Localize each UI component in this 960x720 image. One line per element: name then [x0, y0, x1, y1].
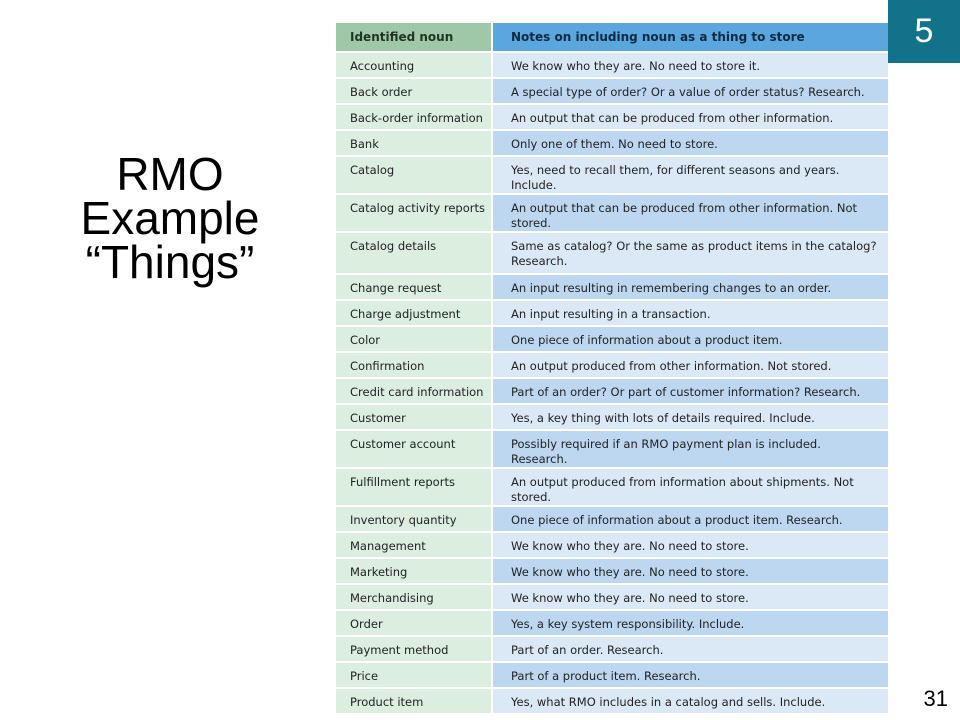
- chapter-badge: 5: [888, 0, 960, 63]
- notes-cell: [492, 378, 888, 404]
- notes-cell: [492, 468, 888, 506]
- notes-cell-text: We know who they are. No need to store.: [511, 591, 749, 605]
- identified-nouns-table: [336, 23, 888, 715]
- notes-cell-text: Yes, a key system responsibility. Include.: [511, 617, 745, 631]
- table-row: [336, 194, 888, 232]
- noun-cell: [336, 468, 492, 506]
- noun-cell-text: Catalog details: [350, 239, 437, 253]
- page-number: 31: [923, 686, 948, 711]
- table-row: [336, 688, 888, 714]
- header-identified-noun: Identified noun: [336, 23, 492, 52]
- table-row: [336, 156, 888, 194]
- table-row: [336, 352, 888, 378]
- notes-cell: [492, 506, 888, 532]
- notes-cell: [492, 326, 888, 352]
- notes-cell: [492, 404, 888, 430]
- table-row: [336, 610, 888, 636]
- noun-cell: [336, 688, 492, 714]
- notes-cell-text: An output produced from information about shipments. Not stored.: [511, 475, 854, 504]
- notes-cell: [492, 194, 888, 232]
- notes-cell: [492, 352, 888, 378]
- noun-cell-text: Price: [350, 669, 379, 683]
- notes-cell: [492, 662, 888, 688]
- notes-cell: [492, 688, 888, 714]
- notes-cell-text: An input resulting in a transaction.: [511, 307, 711, 321]
- notes-cell: [492, 584, 888, 610]
- title-line-2: Example: [80, 192, 260, 244]
- notes-cell-text: Same as catalog? Or the same as product items in the catalog? Research.: [511, 239, 877, 268]
- title-line-1: RMO: [116, 148, 224, 200]
- table-row: [336, 326, 888, 352]
- notes-cell: [492, 558, 888, 584]
- notes-cell: [492, 52, 888, 78]
- notes-cell-text: A special type of order? Or a value of order status? Research.: [511, 85, 865, 99]
- noun-cell-text: Catalog activity reports: [350, 201, 485, 215]
- table-row: [336, 468, 888, 506]
- noun-cell-text: Confirmation: [350, 359, 425, 373]
- noun-cell: [336, 130, 492, 156]
- noun-cell: [336, 104, 492, 130]
- noun-cell-text: Catalog: [350, 163, 395, 177]
- header-notes: Notes on including noun as a thing to store: [492, 23, 888, 52]
- notes-cell: [492, 232, 888, 274]
- noun-cell: [336, 52, 492, 78]
- notes-cell: [492, 130, 888, 156]
- noun-cell-text: Inventory quantity: [350, 513, 457, 527]
- noun-cell: [336, 662, 492, 688]
- notes-cell: [492, 430, 888, 468]
- noun-cell: [336, 610, 492, 636]
- table-row: [336, 584, 888, 610]
- notes-cell: [492, 300, 888, 326]
- noun-cell: [336, 584, 492, 610]
- notes-cell-text: Part of an order? Or part of customer information? Research.: [511, 385, 861, 399]
- noun-cell-text: Merchandising: [350, 591, 434, 605]
- noun-cell-text: Bank: [350, 137, 379, 151]
- notes-cell-text: Part of a product item. Research.: [511, 669, 701, 683]
- table-row: [336, 430, 888, 468]
- noun-cell: [336, 156, 492, 194]
- notes-cell-text: We know who they are. No need to store.: [511, 539, 749, 553]
- noun-cell-text: Back order: [350, 85, 413, 99]
- slide-title: [40, 148, 300, 288]
- noun-cell: [336, 352, 492, 378]
- table-row: [336, 52, 888, 78]
- table-row: [336, 130, 888, 156]
- table-row: [336, 506, 888, 532]
- noun-cell-text: Back-order information: [350, 111, 483, 125]
- table-row: [336, 532, 888, 558]
- noun-cell: [336, 300, 492, 326]
- notes-cell-text: An output produced from other information. Not stored.: [511, 359, 832, 373]
- noun-cell-text: Accounting: [350, 59, 415, 73]
- noun-cell: [336, 404, 492, 430]
- table-row: [336, 274, 888, 300]
- table-row: [336, 662, 888, 688]
- notes-cell-text: Only one of them. No need to store.: [511, 137, 718, 151]
- noun-cell-text: Change request: [350, 281, 442, 295]
- noun-cell-text: Marketing: [350, 565, 408, 579]
- notes-cell: [492, 78, 888, 104]
- notes-cell-text: Yes, a key thing with lots of details required. Include.: [511, 411, 815, 425]
- noun-cell-text: Customer account: [350, 437, 456, 451]
- table-body: [336, 52, 888, 714]
- noun-cell: [336, 194, 492, 232]
- noun-cell: [336, 378, 492, 404]
- table-row: [336, 78, 888, 104]
- notes-cell: [492, 610, 888, 636]
- notes-cell-text: Yes, need to recall them, for different seasons and years. Include.: [511, 163, 840, 192]
- noun-cell-text: Fulfillment reports: [350, 475, 455, 489]
- notes-cell-text: An input resulting in remembering changes to an order.: [511, 281, 832, 295]
- table-row: [336, 404, 888, 430]
- notes-cell-text: We know who they are. No need to store it.: [511, 59, 761, 73]
- noun-cell-text: Product item: [350, 695, 424, 709]
- notes-cell-text: Yes, what RMO includes in a catalog and sells. Include.: [511, 695, 826, 709]
- noun-cell-text: Order: [350, 617, 383, 631]
- noun-cell: [336, 636, 492, 662]
- noun-cell: [336, 430, 492, 468]
- notes-cell-text: We know who they are. No need to store.: [511, 565, 749, 579]
- table-row: [336, 104, 888, 130]
- title-line-3: “Things”: [85, 236, 255, 288]
- notes-cell: [492, 156, 888, 194]
- noun-cell-text: Payment method: [350, 643, 449, 657]
- noun-cell: [336, 532, 492, 558]
- noun-cell-text: Color: [350, 333, 381, 347]
- noun-cell: [336, 506, 492, 532]
- table-row: [336, 300, 888, 326]
- noun-cell: [336, 232, 492, 274]
- noun-cell: [336, 558, 492, 584]
- noun-cell-text: Customer: [350, 411, 406, 425]
- notes-cell-text: One piece of information about a product item. Research.: [511, 513, 843, 527]
- table-row: [336, 636, 888, 662]
- noun-cell-text: Charge adjustment: [350, 307, 461, 321]
- notes-cell-text: One piece of information about a product item.: [511, 333, 783, 347]
- table-row: [336, 378, 888, 404]
- table-header-row: [336, 23, 888, 52]
- notes-cell: [492, 636, 888, 662]
- noun-cell: [336, 326, 492, 352]
- noun-cell-text: Credit card information: [350, 385, 484, 399]
- noun-cell-text: Management: [350, 539, 426, 553]
- noun-cell: [336, 274, 492, 300]
- notes-cell: [492, 532, 888, 558]
- table-row: [336, 232, 888, 274]
- notes-cell: [492, 274, 888, 300]
- table-row: [336, 558, 888, 584]
- notes-cell-text: An output that can be produced from other information.: [511, 111, 834, 125]
- notes-cell-text: An output that can be produced from other information. Not stored.: [511, 201, 858, 230]
- notes-cell-text: Part of an order. Research.: [511, 643, 664, 657]
- notes-cell-text: Possibly required if an RMO payment plan is included. Research.: [511, 437, 821, 466]
- noun-cell: [336, 78, 492, 104]
- notes-cell: [492, 104, 888, 130]
